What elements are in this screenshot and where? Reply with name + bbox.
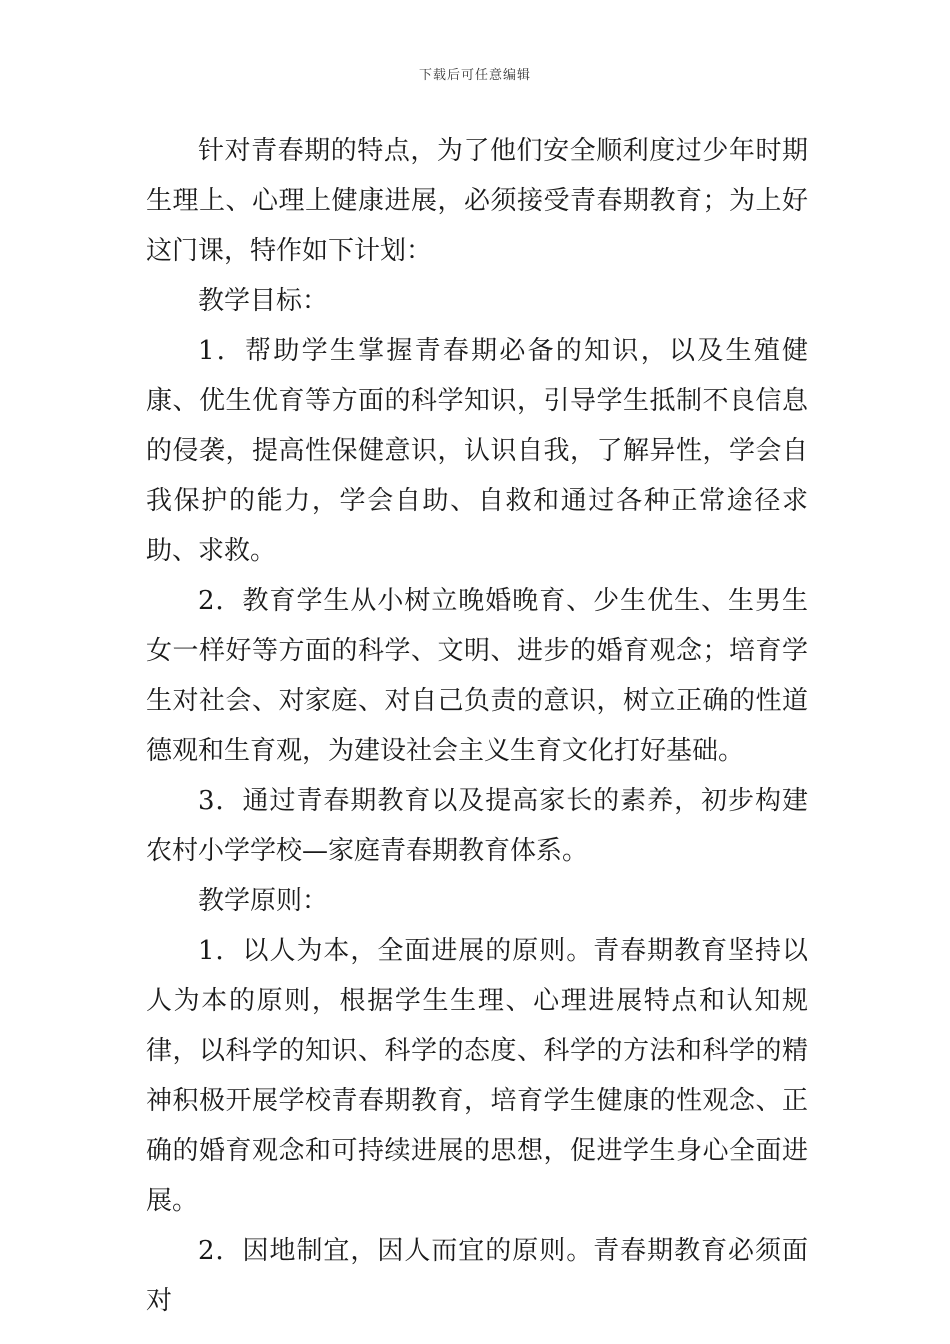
goal-item-1: 1．帮助学生掌握青春期必备的知识，以及生殖健康、优生优育等方面的科学知识，引导学生抵制不良信息的侵袭，提高性保健意识，认识自我，了解异性，学会自我保护的能力，学会自助、自救和通过各种正常途径求助、求救。 [146,336,808,566]
page-header: 下载后可任意编辑 [418,68,531,83]
principle-item-1: 1．以人为本，全面进展的原则。青春期教育坚持以人为本的原则，根据学生生理、心理进展特点和认知规律，以科学的知识、科学的态度、科学的方法和科学的精神积极开展学校青春期教育，培育学生健康的性观念、正确的婚育观念和可持续进展的思想，促进学生身心全面进展。 [146,936,808,1216]
intro-paragraph: 针对青春期的特点，为了他们安全顺利度过少年时期生理上、心理上健康进展，必须接受青春期教育；为上好这门课，特作如下计划： [146,136,808,266]
goal-item-3: 3．通过青春期教育以及提高家长的素养，初步构建农村小学学校—家庭青春期教育体系。 [146,786,808,866]
principle-item-2: 2．因地制宜，因人而宜的原则。青春期教育必须面对 [146,1236,808,1316]
section-heading-principles: 教学原则： [198,886,329,916]
document-body [146,126,808,1326]
goal-item-2: 2．教育学生从小树立晚婚晚育、少生优生、生男生女一样好等方面的科学、文明、进步的婚育观念；培育学生对社会、对家庭、对自己负责的意识，树立正确的性道德观和生育观，为建设社会主义生育文化打好基础。 [146,586,808,766]
section-heading-goals: 教学目标： [198,286,329,316]
